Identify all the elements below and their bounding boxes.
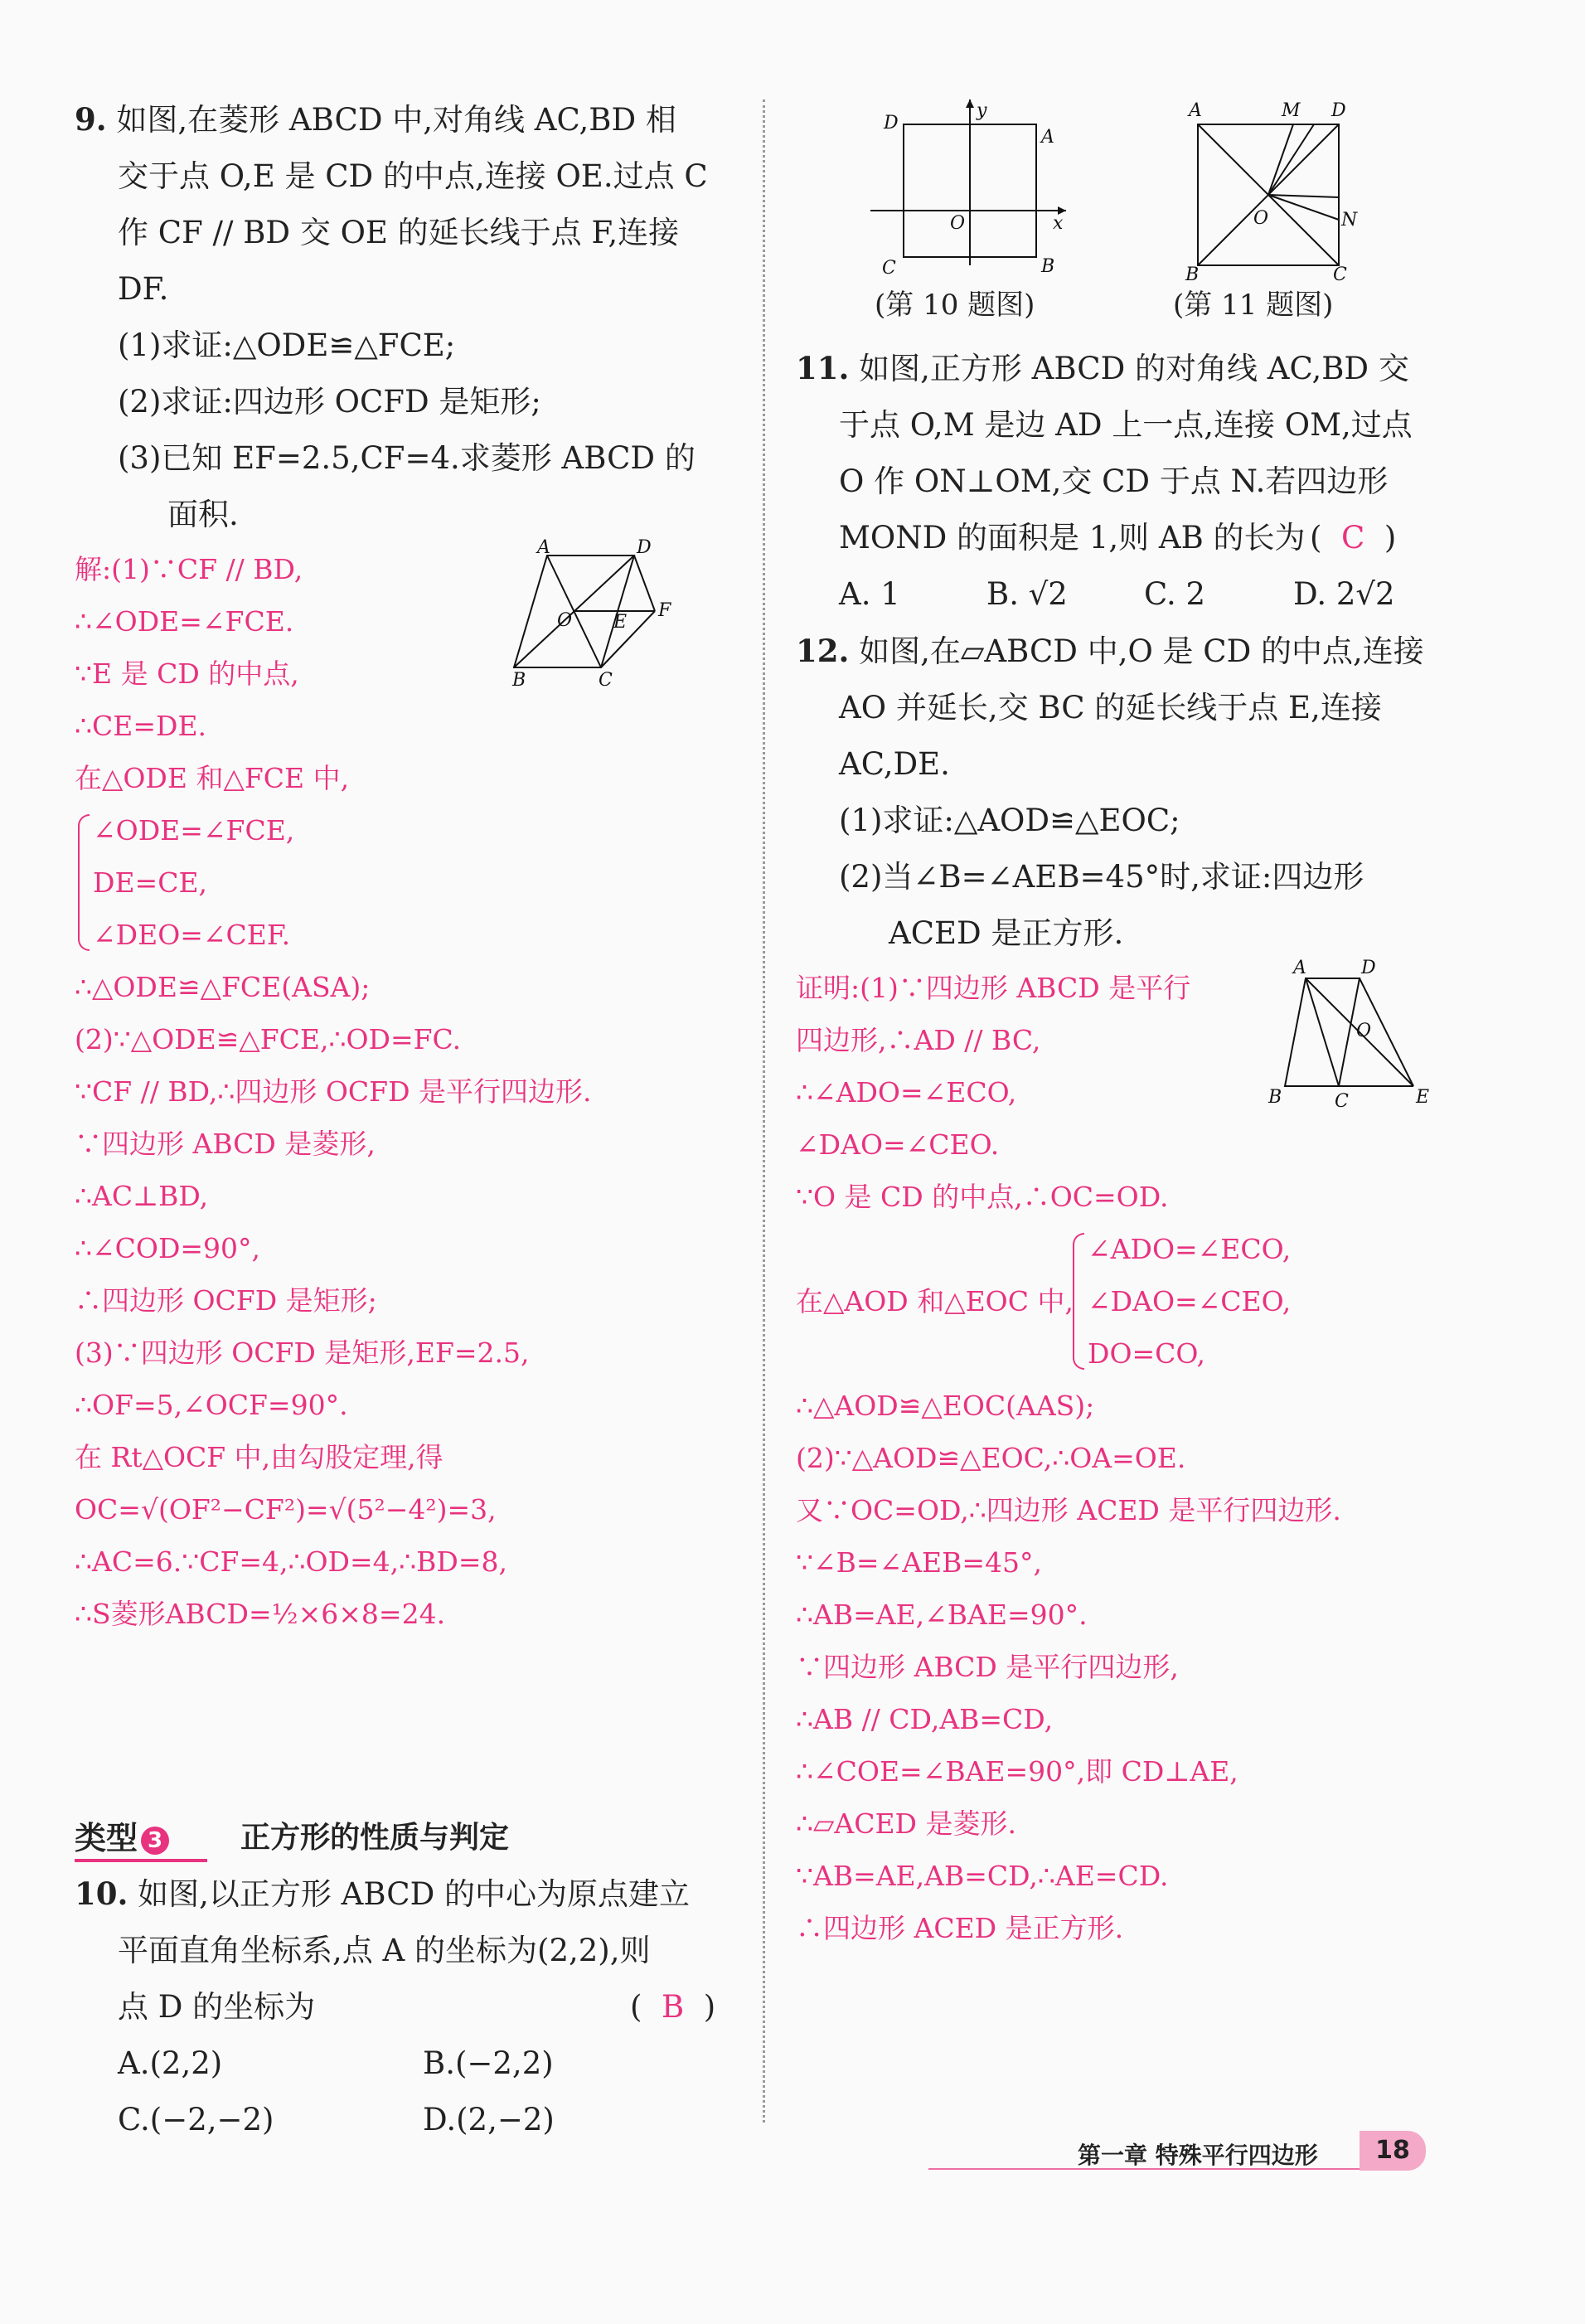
label-B: B xyxy=(1041,256,1055,277)
solution-line: 在△AOD 和△EOC 中, xyxy=(796,1285,1074,1317)
bracket-close: ) xyxy=(1384,520,1397,556)
question-text: AO 并延长,交 BC 的延长线于点 E,连接 xyxy=(839,690,1382,725)
solution-line: ∴∠COD=90°, xyxy=(75,1232,261,1264)
option-d: D.(2,−2) xyxy=(423,2102,555,2137)
label-y: y xyxy=(977,100,987,121)
solution-line: ∵四边形 ABCD 是菱形, xyxy=(75,1128,376,1160)
figure-11 xyxy=(1177,99,1368,285)
question-11 xyxy=(796,340,1459,623)
solution-line: ∵四边形 ABCD 是平行四边形, xyxy=(796,1651,1179,1683)
solution-line: ∴AB=AE,∠BAE=90°. xyxy=(796,1599,1088,1631)
answer-bracket xyxy=(630,1979,715,2035)
solution-line: ∵∠B=∠AEB=45°, xyxy=(796,1546,1042,1579)
left-column xyxy=(75,91,754,1640)
question-number: 9. xyxy=(75,101,107,138)
chapter-title: 第一章 特殊平行四边形 xyxy=(1078,2142,1318,2169)
option-a: A.(2,2) xyxy=(118,2045,223,2081)
question-text: DF. xyxy=(118,271,169,307)
subquestion: 面积. xyxy=(167,497,239,532)
label-D: D xyxy=(1361,958,1376,978)
figure-10 xyxy=(870,99,1069,282)
solution-line: ∴OF=5,∠OCF=90°. xyxy=(75,1389,348,1421)
question-text: 如图,以正方形 ABCD 的中心为原点建立 xyxy=(138,1876,690,1912)
answer: C xyxy=(1340,520,1365,556)
solution-line: 证明:(1)∵四边形 ABCD 是平行 xyxy=(796,972,1191,1004)
solution-line: ∵AB=AE,AB=CD,∴AE=CD. xyxy=(796,1860,1169,1892)
solution-line: ∴四边形 OCFD 是矩形; xyxy=(75,1284,377,1317)
figure-10-caption: (第 10 题图) xyxy=(875,289,1035,322)
solution-line: ∴AC=6.∵CF=4,∴OD=4,∴BD=8, xyxy=(75,1545,507,1578)
answer-bracket xyxy=(1310,510,1396,566)
figures-row xyxy=(796,91,1459,340)
solution-line: 解:(1)∵CF // BD, xyxy=(75,553,303,585)
solution-line: DE=CE, xyxy=(93,866,208,899)
option-a: A. 1 xyxy=(839,576,900,612)
solution-line: ∠ODE=∠FCE, xyxy=(93,814,295,847)
solution-line: ∠DEO=∠CEF. xyxy=(93,919,291,951)
question-text: 作 CF // BD 交 OE 的延长线于点 F,连接 xyxy=(118,215,680,250)
subquestion: (1)求证:△AOD≌△EOC; xyxy=(839,803,1180,838)
label-A: A xyxy=(1293,958,1306,978)
label-O: O xyxy=(1356,1021,1372,1041)
solution-line: ∠DAO=∠CEO. xyxy=(796,1128,1000,1161)
label-M: M xyxy=(1282,100,1301,121)
solution-line: ∵E 是 CD 的中点, xyxy=(75,657,299,690)
question-text: MOND 的面积是 1,则 AB 的长为 xyxy=(839,520,1306,556)
solution-9 xyxy=(75,537,754,1640)
label-B: B xyxy=(1268,1087,1282,1108)
option-b: B. √2 xyxy=(986,576,1068,612)
solution-line: ∴△ODE≌△FCE(ASA); xyxy=(75,971,371,1003)
solution-line: ∠DAO=∠CEO, xyxy=(1088,1285,1292,1317)
option-b: B.(−2,2) xyxy=(423,2045,554,2081)
label-C: C xyxy=(599,670,613,691)
question-number: 11. xyxy=(796,350,850,386)
label-x: x xyxy=(1053,213,1064,234)
brace-group xyxy=(796,1223,1459,1380)
solution-12 xyxy=(796,958,1459,1954)
question-number: 12. xyxy=(796,633,850,669)
solution-line: ∵CF // BD,∴四边形 OCFD 是平行四边形. xyxy=(75,1075,592,1108)
question-text: 如图,在▱ABCD 中,O 是 CD 的中点,连接 xyxy=(859,633,1424,669)
solution-line: ∴S菱形ABCD=½×6×8=24. xyxy=(75,1598,446,1630)
label-B: B xyxy=(1185,264,1200,285)
type-badge xyxy=(75,1812,169,1858)
label-A: A xyxy=(1041,127,1054,148)
solution-line: 又∵OC=OD,∴四边形 ACED 是平行四边形. xyxy=(796,1494,1341,1526)
answer: B xyxy=(661,1989,685,2025)
question-12 xyxy=(796,623,1459,1954)
question-text: 平面直角坐标系,点 A 的坐标为(2,2),则 xyxy=(118,1933,651,1968)
bracket-close: ) xyxy=(703,1989,716,2025)
question-9 xyxy=(75,91,754,1640)
type-label: 类型 xyxy=(75,1820,138,1856)
subquestion: (2)求证:四边形 OCFD 是矩形; xyxy=(118,384,541,420)
solution-line: 四边形,∴AD // BC, xyxy=(796,1024,1041,1056)
solution-line: ∵O 是 CD 的中点,∴OC=OD. xyxy=(796,1181,1169,1213)
label-C: C xyxy=(1333,264,1347,285)
subquestion: (2)当∠B=∠AEB=45°时,求证:四边形 xyxy=(839,859,1364,895)
option-d: D. 2√2 xyxy=(1293,576,1395,612)
solution-line: (3)∵四边形 OCFD 是矩形,EF=2.5, xyxy=(75,1337,530,1369)
section-header xyxy=(75,1807,754,1866)
solution-line: ∴△AOD≌△EOC(AAS); xyxy=(796,1390,1095,1422)
subquestion: (1)求证:△ODE≌△FCE; xyxy=(118,327,456,363)
question-number: 10. xyxy=(75,1875,128,1912)
bracket-open: ( xyxy=(630,1989,642,2025)
question-text: 交于点 O,E 是 CD 的中点,连接 OE.过点 C xyxy=(118,158,708,194)
solution-line: ∴AB // CD,AB=CD, xyxy=(796,1703,1054,1735)
question-text: O 作 ON⊥OM,交 CD 于点 N.若四边形 xyxy=(839,463,1389,499)
question-text: 点 D 的坐标为 xyxy=(118,1989,316,2025)
type-number: 3 xyxy=(141,1827,169,1855)
label-B: B xyxy=(512,670,526,691)
label-F: F xyxy=(658,600,671,621)
option-c: C. 2 xyxy=(1144,576,1206,612)
solution-line: ∴∠ADO=∠ECO, xyxy=(796,1076,1017,1109)
type-underline xyxy=(75,1859,207,1862)
solution-line: 在△ODE 和△FCE 中, xyxy=(75,762,350,794)
question-text: AC,DE. xyxy=(839,746,950,782)
bracket-open: ( xyxy=(1310,520,1322,556)
parallelogram-figure xyxy=(1268,958,1451,1112)
question-10 xyxy=(75,1866,754,2148)
option-c: C.(−2,−2) xyxy=(118,2102,274,2137)
column-divider xyxy=(763,99,765,2123)
label-O: O xyxy=(1253,208,1269,229)
rhombus-figure xyxy=(512,537,746,692)
label-D: D xyxy=(1331,100,1346,121)
question-text: 于点 O,M 是边 AD 上一点,连接 OM,过点 xyxy=(839,407,1413,443)
solution-line: ∴四边形 ACED 是正方形. xyxy=(796,1912,1124,1944)
question-text: 如图,正方形 ABCD 的对角线 AC,BD 交 xyxy=(859,351,1409,386)
label-O: O xyxy=(950,213,966,234)
label-D: D xyxy=(637,537,652,558)
solution-line: ∴▱ACED 是菱形. xyxy=(796,1807,1016,1840)
solution-line: ∠ADO=∠ECO, xyxy=(1088,1233,1292,1265)
label-N: N xyxy=(1341,210,1358,230)
solution-line: ∴CE=DE. xyxy=(75,710,207,742)
solution-line: (2)∵△ODE≌△FCE,∴OD=FC. xyxy=(75,1023,462,1055)
question-text: 如图,在菱形 ABCD 中,对角线 AC,BD 相 xyxy=(116,102,676,138)
label-E: E xyxy=(1416,1087,1430,1108)
brace-conditions xyxy=(75,804,754,961)
label-C: C xyxy=(1335,1091,1349,1112)
solution-line: 在 Rt△OCF 中,由勾股定理,得 xyxy=(75,1441,444,1473)
solution-line: ∴∠ODE=∠FCE. xyxy=(75,605,294,638)
solution-line: ∴AC⊥BD, xyxy=(75,1180,209,1212)
label-D: D xyxy=(884,113,899,133)
label-A: A xyxy=(1189,100,1202,121)
solution-line: (2)∵△AOD≌△EOC,∴OA=OE. xyxy=(796,1442,1186,1474)
section-title: 正方形的性质与判定 xyxy=(240,1821,510,1855)
subquestion: ACED 是正方形. xyxy=(889,915,1124,951)
right-column xyxy=(796,91,1459,1954)
solution-line: ∴∠COE=∠BAE=90°,即 CD⊥AE, xyxy=(796,1755,1238,1788)
figure-11-caption: (第 11 题图) xyxy=(1173,289,1334,322)
solution-line: OC=√(OF²−CF²)=√(5²−4²)=3, xyxy=(75,1493,497,1526)
label-O: O xyxy=(557,610,573,631)
subquestion: (3)已知 EF=2.5,CF=4.求菱形 ABCD 的 xyxy=(118,440,696,476)
label-E: E xyxy=(613,612,628,633)
solution-line: DO=CO, xyxy=(1088,1337,1206,1370)
page-number: 18 xyxy=(1360,2131,1426,2171)
brace-conditions xyxy=(1069,1223,1291,1380)
label-C: C xyxy=(882,258,896,279)
label-A: A xyxy=(537,537,550,558)
